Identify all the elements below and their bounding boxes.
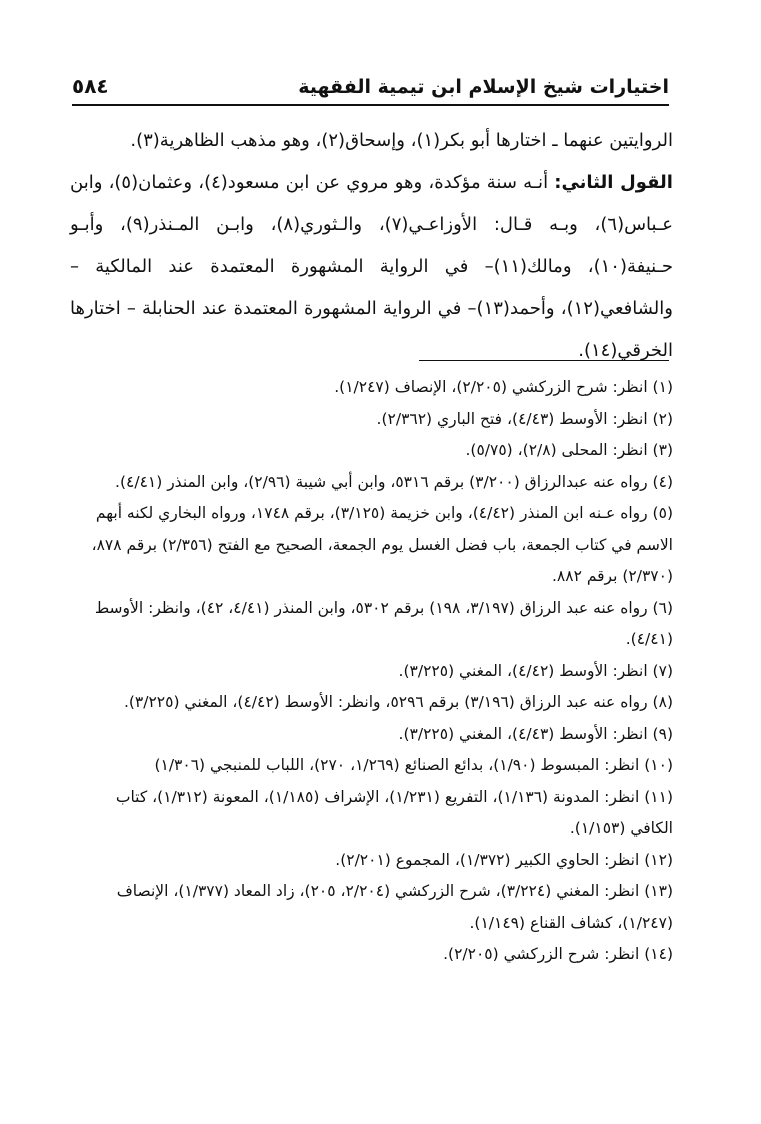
footnote-14: (١٤) انظر: شرح الزركشي (٢/٢٠٥). — [443, 945, 673, 963]
footnote-9: (٩) انظر: الأوسط (٤/٤٣)، المغني (٣/٢٢٥). — [398, 724, 673, 743]
footnote-10: (١٠) انظر: المبسوط (١/٩٠)، بدائع الصنائع (١/٢٦٩، ٢٧٠)، اللباب للمنبجي (١/٣٠٦) — [154, 756, 673, 774]
footnote-7: (٧) انظر: الأوسط (٤/٤٢)، المغني (٣/٢٢٥). — [398, 661, 673, 680]
footnote-2: (٢) انظر: الأوسط (٤/٤٣)، فتح الباري (٢/٣٦٢). — [376, 409, 673, 428]
footnote-13: (١٣) انظر: المغني (٣/٢٢٤)، شرح الزركشي (٢/٢٠٤، ٢٠٥)، زاد المعاد (١/٣٧٧)، الإنصاف (١/٢٤٧)، كشاف القناع (١/١٤٩). — [116, 882, 673, 932]
main-text — [70, 120, 673, 372]
footnote-4: (٤) رواه عنه عبدالرزاق (٣/٢٠٠) برقم ٥٣١٦، وابن أبي شيبة (٢/٩٦)، وابن المنذر (٤/٤١). — [115, 472, 673, 491]
footnote-6: (٦) رواه عنه عبد الرزاق (٣/١٩٧، ١٩٨) برقم ٥٣٠٢، وابن المنذر (٤/٤١، ٤٢)، وانظر: الأوسط (٤/٤١). — [94, 598, 673, 648]
paragraph-2 — [70, 162, 673, 372]
book-title: اختيارات شيخ الإسلام ابن تيمية الفقهية — [298, 76, 669, 98]
footnote-12: (١٢) انظر: الحاوي الكبير (١/٣٧٢)، المجموع (٢/٢٠١). — [335, 850, 673, 869]
paragraph-2-text: أنـه سنة مؤكدة، وهو مروي عن ابن مسعود(٤)، وعثمان(٥)، وابن عـباس(٦)، وبـه قـال: الأوزاعـي(٧)، والـثوري(٨)، وابـن المـنذر(٩)، وأبـو حـنيفة(١٠)، ومالك(١١)– في الرواية المشهورة المعتمدة عند المالكية – والشافعي(١٢)، وأحمد(١٣)– في الرواية المشهورة المعتمدة عند الحنابلة – اختارها الخرقي(١٤). — [70, 172, 673, 361]
footnotes — [72, 372, 673, 971]
footnote-1: (١) انظر: شرح الزركشي (٢/٢٠٥)، الإنصاف (١/٢٤٧). — [334, 378, 673, 396]
footnote-5: (٥) رواه عـنه ابن المنذر (٤/٤٢)، وابن خزيمة (٣/١٢٥)، برقم ١٧٤٨، ورواه البخاري لكنه أبهم الاسم في كتاب الجمعة، باب فضل الغسل يوم الجمعة، الصحيح مع الفتح (٢/٣٥٦) برقم ٨٧٨، (٢/٣٧٠) برقم ٨٨٢. — [91, 504, 673, 585]
running-header — [72, 64, 669, 106]
paragraph-1: الروايتين عنهما ـ اختارها أبو بكر(١)، وإسحاق(٢)، وهو مذهب الظاهرية(٣). — [130, 130, 673, 151]
paragraph-2-lead: القول الثاني: — [554, 172, 673, 193]
footnote-3: (٣) انظر: المحلى (٢/٨)، (٥/٧٥). — [465, 441, 673, 459]
page-number: ٥٨٤ — [72, 74, 109, 98]
footnote-separator — [419, 360, 669, 361]
footnote-8: (٨) رواه عنه عبد الرزاق (٣/١٩٦) برقم ٥٢٩٦، وانظر: الأوسط (٤/٤٢)، المغني (٣/٢٢٥). — [123, 693, 673, 711]
footnote-11: (١١) انظر: المدونة (١/١٣٦)، التفريع (١/٢٣١)، الإشراف (١/١٨٥)، المعونة (١/٣١٢)، كتاب الكافي (١/١٥٣). — [115, 787, 673, 837]
